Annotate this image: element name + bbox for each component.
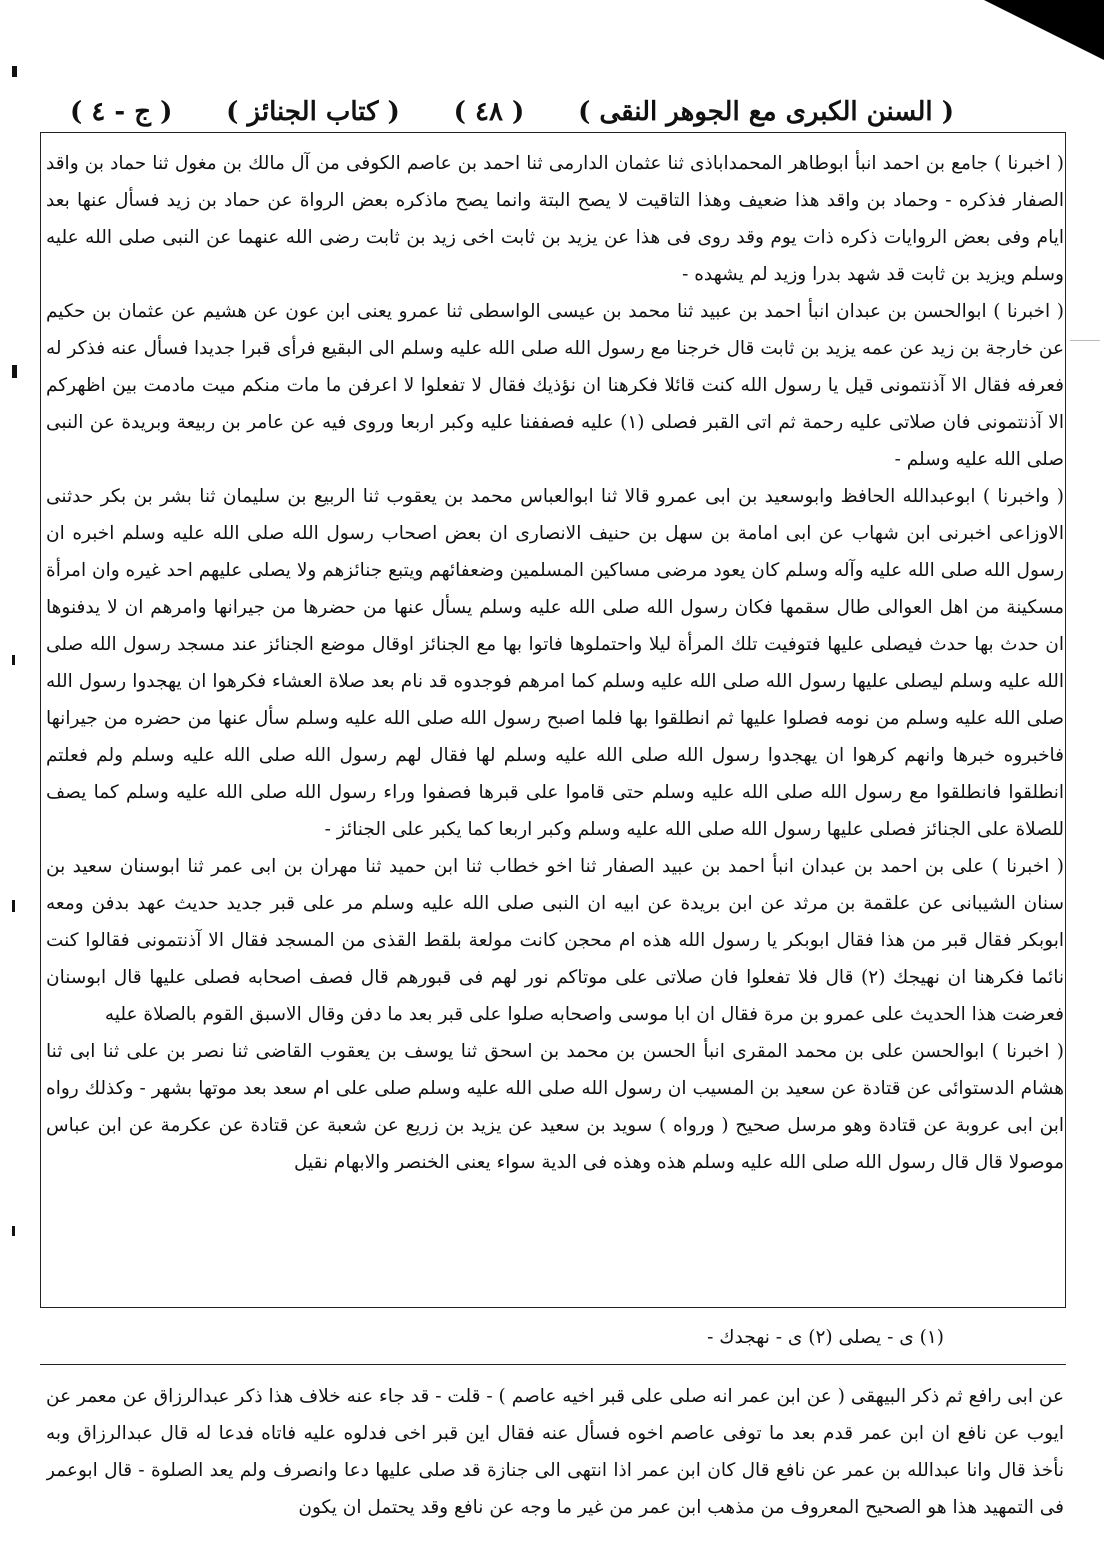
main-text bbox=[46, 145, 1064, 1307]
page-number: ( ٤٨ ) bbox=[453, 97, 525, 127]
corner-scan-mark bbox=[984, 0, 1104, 60]
hadith-paragraph: ( اخبرنا ) جامع بن احمد انبأ ابوطاهر المحمداباذى ثنا عثمان الدارمى ثنا احمد بن عاصم الكوفى من آل مالك بن مغول ثنا حماد بن واقد الصفار فذكره - وحماد بن واقد هذا ضعيف وهذا التاقيت لا يصح البتة وانما يصح ماذكره بعض الرواة عن حماد بن زيد فسأل عنها بعد ايام وفى بعض الروايات ذكره ذات يوم وقد روى فى هذا عن يزيد بن ثابت اخى زيد بن ثابت رضى الله عنهما عن النبى صلى الله عليه وسلم ويزيد بن ثابت قد شهد بدرا وزيد لم يشهده - bbox=[46, 153, 1064, 285]
frame-right-rule bbox=[1065, 132, 1066, 1307]
commentary-text bbox=[46, 1378, 1064, 1538]
margin-mark bbox=[12, 655, 15, 665]
margin-mark bbox=[12, 66, 17, 77]
margin-mark bbox=[12, 900, 15, 912]
margin-mark bbox=[1070, 340, 1100, 341]
chapter-title: ( كتاب الجنائز ) bbox=[226, 97, 400, 127]
commentary-divider bbox=[40, 1364, 1066, 1365]
footnote-divider bbox=[40, 1307, 1066, 1308]
page-header bbox=[70, 92, 954, 132]
book-title: ( السنن الكبرى مع الجوهر النقى ) bbox=[578, 97, 954, 127]
margin-mark bbox=[12, 1226, 15, 1236]
hadith-paragraph: ( اخبرنا ) ابوالحسن بن عبدان انبأ احمد بن عبيد ثنا محمد بن عيسى الواسطى ثنا عمرو يعنى ابن عون عن هشيم عن عثمان بن حكيم عن خارجة بن زيد عن عمه يزيد بن ثابت قال خرجنا مع رسول الله صلى الله عليه وسلم الى البقيع فرأى قبرا جديدا فسأل عنه فذكر له فعرفه فقال الا آذنتمونى قيل يا رسول الله كنت قائلا فكرهنا ان نؤذيك فقال لا تفعلوا لا اعرفن ما مات منكم ميت مادمت بين اظهركم الا آذنتمونى فان صلاتى عليه رحمة ثم اتى القبر فصلى (١) عليه فصففنا عليه وكبر اربعا وروى فيه عن عامر بن ربيعة وبريدة عن النبى صلى الله عليه وسلم - bbox=[46, 301, 1064, 470]
hadith-paragraph: ( اخبرنا ) ابوالحسن على بن محمد المقرى انبأ الحسن بن محمد بن اسحق ثنا يوسف بن يعقوب القاضى ثنا نصر بن على ثنا ابى ثنا هشام الدستوائى عن قتادة عن سعيد بن المسيب ان رسول الله صلى الله عليه وسلم صلى على ام سعد بعد موتها بشهر - وكذلك رواه ابن ابى عروبة عن قتادة وهو مرسل صحيح ( ورواه ) سويد بن سعيد عن يزيد بن زريع عن شعبة عن قتادة عن عكرمة عن ابن عباس موصولا قال قال رسول الله صلى الله عليه وسلم هذه وهذه فى الدية سواء يعنى الخنصر والابهام نقيل bbox=[46, 1041, 1064, 1173]
hadith-paragraph: ( واخبرنا ) ابوعبدالله الحافظ وابوسعيد بن ابى عمرو قالا ثنا ابوالعباس محمد بن يعقوب ثنا الربيع بن سليمان ثنا بشر بن بكر حدثنى الاوزاعى اخبرنى ابن شهاب عن ابى امامة بن سهل بن حنيف الانصارى ان بعض اصحاب رسول الله صلى الله عليه وسلم اخبره ان رسول الله صلى الله عليه وآله وسلم كان يعود مرضى مساكين المسلمين وضعفائهم ويتبع جنائزهم ولا يصلى عليهم احد غيره وان امرأة مسكينة من اهل العوالى طال سقمها فكان رسول الله صلى الله عليه وسلم يسأل عنها من حضرها من جيرانها وامرهم ان لا يدفنوها ان حدث بها حدث فيصلى عليها فتوفيت تلك المرأة ليلا واحتملوها فاتوا بها مع الجنائز اوقال موضع الجنائز عند مسجد رسول الله صلى الله عليه وسلم ليصلى عليها رسول الله صلى الله عليه وسلم كما امرهم فوجدوه قد نام بعد صلاة العشاء فكرهوا ان يهجدوا رسول الله صلى الله عليه وسلم من نومه فصلوا عليها ثم انطلقوا بها فلما اصبح رسول الله صلى الله عليه وسلم سأل عنها من حضره من جيرانها فاخبروه خبرها وانهم كرهوا ان يهجدوا رسول الله صلى الله عليه وسلم لها فقال لهم رسول الله صلى الله عليه وسلم ولم فعلتم انطلقوا فانطلقوا مع رسول الله صلى الله عليه وسلم حتى قاموا على قبرها فصفوا وراء رسول الله صلى الله عليه وسلم كما يصف للصلاة على الجنائز فصلى عليها رسول الله صلى الله عليه وسلم وكبر اربعا كما يكبر على الجنائز - bbox=[46, 486, 1064, 840]
margin-mark bbox=[12, 365, 17, 378]
frame-left-rule bbox=[40, 132, 41, 1307]
commentary-paragraph: عن ابى رافع ثم ذكر البيهقى ( عن ابن عمر انه صلى على قبر اخيه عاصم ) - قلت - قد جاء عنه خلاف هذا ذكر عبدالرزاق عن معمر عن ايوب عن نافع ان ابن عمر قدم بعد ما توفى عاصم اخوه فسأل عنه فقال اين قبر اخى فدلوه عليه فاتاه فدعا له قال عبدالرزاق وبه نأخذ قال وانا عبدالله بن عمر عن نافع قال كان ابن عمر اذا انتهى الى جنازة قد صلى عليها دعا وانصرف ولم يعد الصلوة - قال ابوعمر فى التمهيد هذا هو الصحيح المعروف من مذهب ابن عمر من غير ما وجه عن نافع وقد يحتمل ان يكون bbox=[46, 1386, 1064, 1518]
footnotes: (١) ى - يصلى (٢) ى - نهجدك - bbox=[707, 1327, 944, 1348]
hadith-paragraph: ( اخبرنا ) على بن احمد بن عبدان انبأ احمد بن عبيد الصفار ثنا اخو خطاب ثنا ابن حميد ثنا مهران بن ابى عمر ثنا ابوسنان سعيد بن سنان الشيبانى عن علقمة بن مرثد عن ابن بريدة عن ابيه ان النبى صلى الله عليه وسلم مر على قبر جديد حديث عهد بدفن ومعه ابوبكر فقال قبر من هذا فقال ابوبكر يا رسول الله هذه ام محجن كانت مولعة بلقط القذى من المسجد فقال الا آذنتمونى فقالوا كنت نائما فكرهنا ان نهيجك (٢) قال فلا تفعلوا فان صلاتى على موتاكم نور لهم فى قبورهم قال فصف اصحابه فصلى عليها قال ابوسنان فعرضت هذا الحديث على عمرو بن مرة فقال ان ابا موسى واصحابه صلوا على قبر بعد ما دفن وقال الاسبق القوم بالصلاة عليه bbox=[46, 856, 1064, 1025]
volume-label: ( ج - ٤ ) bbox=[70, 97, 173, 127]
